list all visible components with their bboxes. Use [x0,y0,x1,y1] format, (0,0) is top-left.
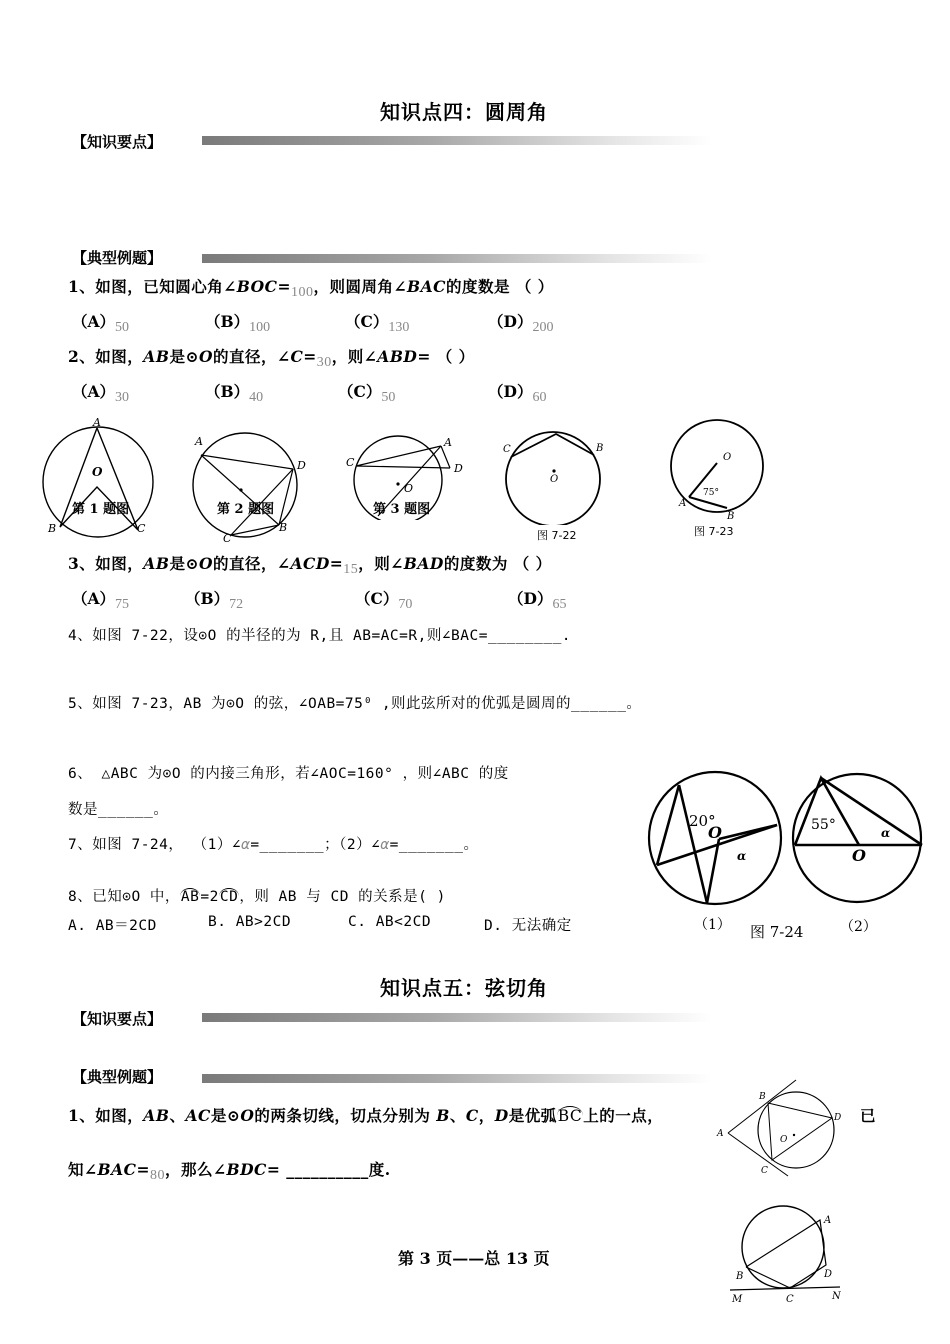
label-m: M [732,1294,743,1305]
label-a: A [679,498,687,509]
label-n: N [832,1291,841,1302]
question-8: 8、已知⊙O 中，AB=2CD，则 AB 与 CD 的关系是( ) [68,889,446,905]
label-d: D [454,462,463,475]
label-a: A [93,416,101,429]
label-o: O [780,1135,788,1145]
knowledge-tag: 【知识要点】 [72,1010,163,1028]
option-b[interactable]: （B）72 [185,589,244,612]
option-c[interactable]: C. AB<2CD [348,914,432,930]
section5-question-1: 1、如图，AB、AC是⊙O的两条切线，切点分别为 B、C，D是优弧BC上的一点， [68,1106,664,1125]
option-a[interactable]: （A）75 [72,589,130,612]
examples-tag: 【典型例题】 [72,1068,163,1086]
option-b[interactable]: B. AB>2CD [208,914,292,930]
figure-chord-tangent [728,1205,850,1305]
option-d[interactable]: D. 无法确定 [484,918,572,934]
label-c: C [503,444,511,455]
figure-7-23-caption: 图 7-23 [694,525,734,538]
section-divider [202,136,712,145]
alpha-2: α [881,826,891,840]
figure-7-22 [498,425,613,525]
option-c[interactable]: （C）50 [338,382,396,405]
label-d: D [824,1269,833,1280]
label-o: O [404,482,414,495]
option-c[interactable]: （C）70 [355,589,413,612]
option-a[interactable]: （A）30 [72,382,130,405]
option-d[interactable]: （D）200 [488,312,554,335]
figure-7-24-sub2: （2） [840,919,877,935]
angle-55: 55° [811,817,836,833]
section-divider [202,1074,712,1083]
option-d[interactable]: （D）60 [488,382,547,405]
question-2: 2、如图，AB是⊙O的直径，∠C=30，则∠ABD= （ ） [68,347,475,370]
figure-3-caption: 第 3 题图 [373,502,431,517]
section5-title: 知识点五：弦切角 [380,976,548,1000]
option-b[interactable]: （B）40 [205,382,264,405]
figure-7-24-caption: 图 7-24 [750,923,804,941]
section5-question-1-end: 已 [860,1106,877,1125]
label-b: B [48,522,57,535]
label-o: O [708,823,722,842]
question-6-line-2: 数是______。 [68,802,169,818]
label-a: A [717,1129,724,1139]
figure-7-24 [645,765,945,945]
label-c: C [761,1166,768,1176]
label-a: A [195,435,203,448]
figure-tangent [712,1078,852,1178]
label-c: C [346,456,355,469]
label-c: C [223,532,232,543]
question-3: 3、如图，AB是⊙O的直径，∠ACD=15，则∠BAD的度数为 （ ） [68,554,552,577]
page-footer: 第 3 页——总 13 页 [398,1249,550,1268]
section5-question-1-line-2: 知∠BAC=80，那么∠BDC= __________度. [68,1160,391,1183]
angle-20: 20° [689,812,716,830]
section-divider [202,1013,712,1022]
alpha-1: α [737,849,747,863]
label-c: C [137,522,146,535]
label-o: O [92,465,103,479]
section-divider [202,254,712,263]
option-d[interactable]: （D）65 [508,589,567,612]
label-o: O [550,474,559,485]
figure-1-caption: 第 1 题图 [72,502,130,517]
label-c: C [786,1294,794,1305]
figure-2 [185,425,315,543]
label-o: O [852,846,866,865]
figure-7-24-sub1: （1） [694,917,731,933]
examples-tag: 【典型例题】 [72,249,163,267]
figure-2-caption: 第 2 题图 [217,502,275,517]
label-o: O [723,452,732,463]
question-1: 1、如图，已知圆心角∠BOC=100，则圆周角∠BAC的度数是 （ ） [68,277,554,300]
label-d: D [297,459,306,472]
label-a: A [444,436,452,449]
label-b: B [736,1271,744,1282]
figure-7-22-caption: 图 7-22 [537,529,577,542]
label-b: B [279,521,288,534]
label-b: B [596,443,604,454]
option-a[interactable]: （A）50 [72,312,130,335]
figure-1 [38,412,162,540]
label-a: A [824,1215,832,1226]
question-4: 4、如图 7-22，设⊙O 的半径的为 R,且 AB=AC=R,则∠BAC=________. [68,628,572,644]
label-b: B [727,511,735,522]
question-7: 7、如图 7-24， （1）∠α=_______；（2）∠α=_______。 [68,837,479,853]
option-b[interactable]: （B）100 [205,312,271,335]
option-a[interactable]: A. AB＝2CD [68,918,157,934]
angle-label: 75° [703,488,719,498]
label-d: D [834,1113,842,1123]
knowledge-tag: 【知识要点】 [72,133,163,151]
label-b: B [759,1092,766,1102]
option-c[interactable]: （C）130 [345,312,410,335]
figure-7-23 [665,416,775,526]
question-6: 6、 △ABC 为⊙O 的内接三角形，若∠AOC=160° ，则∠ABC 的度 [68,766,509,782]
question-5: 5、如图 7-23，AB 为⊙O 的弦，∠OAB=75⁰ ,则此弦所对的优弧是圆周的______。 [68,696,642,712]
section4-title: 知识点四：圆周角 [380,100,548,124]
